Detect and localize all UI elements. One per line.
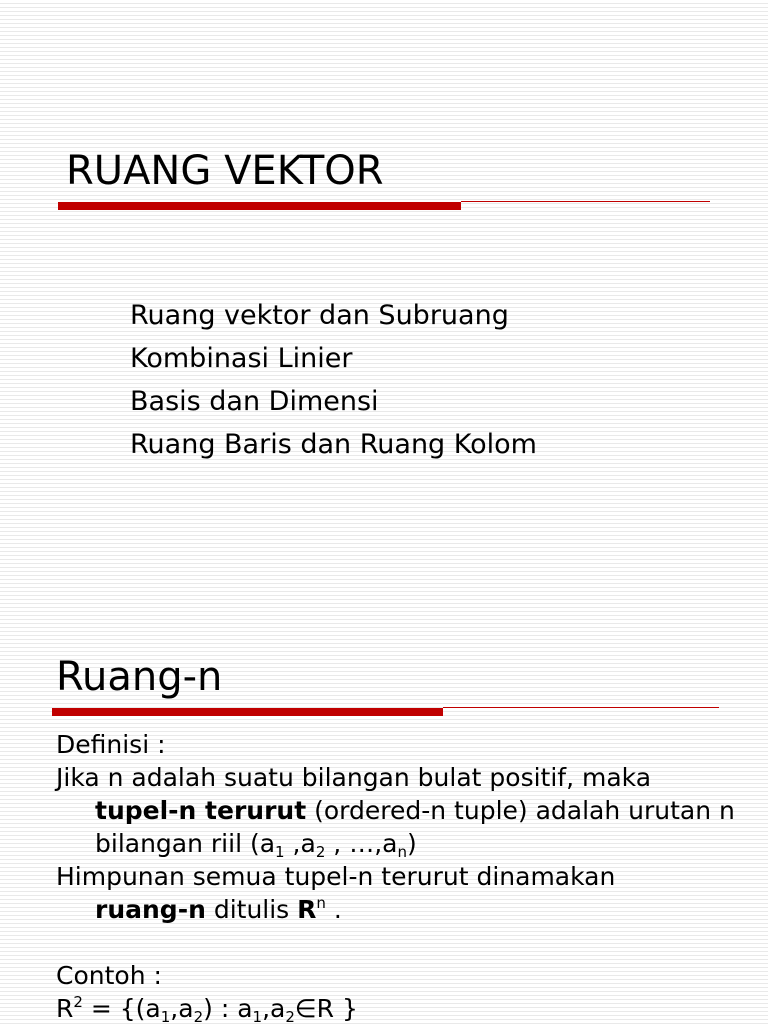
text-span: . <box>325 895 342 924</box>
text-span: , …,a <box>325 829 398 858</box>
symbol-r: R <box>297 895 317 924</box>
subscript: 2 <box>315 843 326 861</box>
text-span: Himpunan semua tupel-n terurut dinamakan <box>56 862 616 891</box>
subscript: 2 <box>285 1008 295 1026</box>
list-item: Basis dan Dimensi <box>130 386 379 417</box>
text-span: ∈R } <box>294 994 358 1023</box>
text-span: (ordered-n tuple) adalah urutan n bilangan riil (a <box>95 796 735 858</box>
title-underline-thin <box>443 707 719 708</box>
subscript: 1 <box>160 1008 171 1026</box>
subscript: 1 <box>275 843 285 861</box>
slide-title: RUANG VEKTOR <box>66 148 384 194</box>
term-ruang-n: ruang-n <box>95 895 206 924</box>
subscript: 2 <box>193 1008 204 1026</box>
text-span: = {(a <box>82 994 161 1023</box>
subscript: 1 <box>252 1008 263 1026</box>
definition-paragraph <box>56 860 756 926</box>
text-span: ditulis <box>205 895 298 924</box>
superscript: n <box>316 894 326 912</box>
title-underline-thin <box>461 201 710 202</box>
term-tupel-n: tupel-n terurut <box>95 796 307 825</box>
definition-paragraph <box>56 761 756 860</box>
definition-body <box>56 728 756 1025</box>
text-span: ,a <box>262 994 286 1023</box>
example-formula <box>56 992 756 1025</box>
definisi-label: Definisi : <box>56 730 166 759</box>
text-span: R <box>56 994 74 1023</box>
text-span: ,a <box>284 829 316 858</box>
text-span: Jika n adalah suatu bilangan bulat positif, maka <box>56 763 652 792</box>
topic-list <box>130 294 537 466</box>
subscript: n <box>397 843 407 861</box>
text-span: ,a <box>170 994 194 1023</box>
title-underline-thick <box>58 202 461 210</box>
contoh-label: Contoh : <box>56 961 162 990</box>
title-underline-thick <box>52 708 443 716</box>
text-span: ) <box>406 829 417 858</box>
text-span: ) : a <box>203 994 253 1023</box>
superscript: 2 <box>73 993 83 1011</box>
list-item: Ruang vektor dan Subruang <box>130 300 509 331</box>
slide-title: Ruang-n <box>56 654 223 700</box>
list-item: Ruang Baris dan Ruang Kolom <box>130 429 537 460</box>
list-item: Kombinasi Linier <box>130 343 353 374</box>
